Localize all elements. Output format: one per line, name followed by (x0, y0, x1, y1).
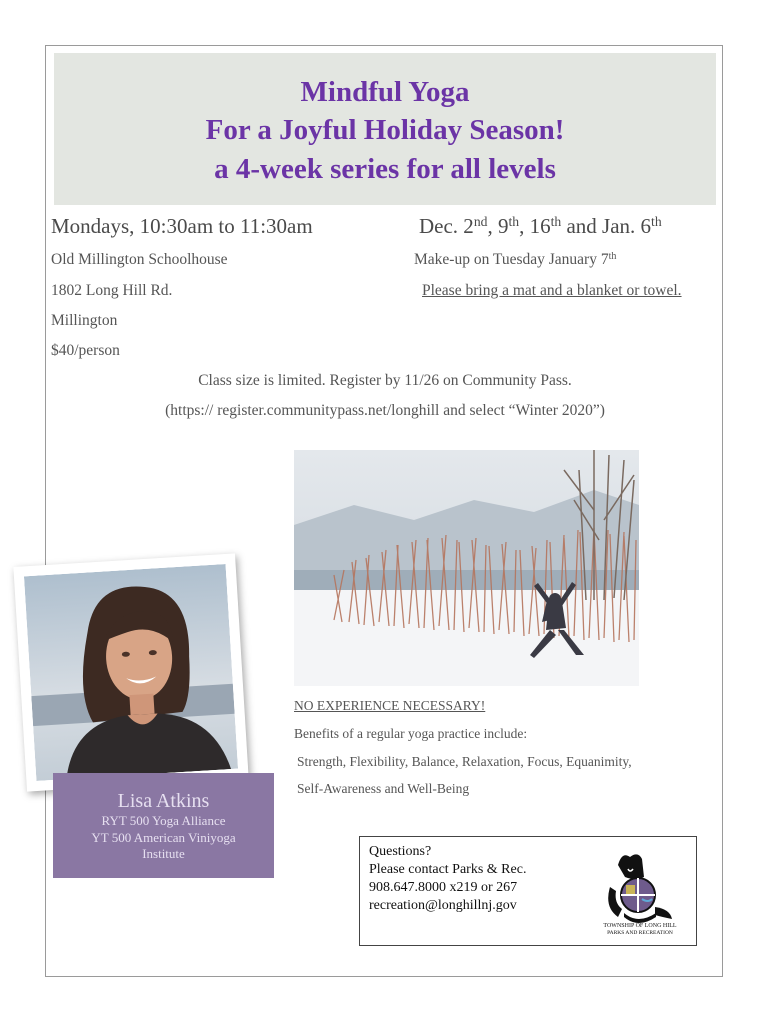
location-address: 1802 Long Hill Rd. (51, 282, 173, 299)
logo-text: TOWNSHIP OF LONG HILL (603, 923, 677, 929)
instructor-photo (24, 564, 238, 781)
price: $40/person (51, 342, 120, 359)
bring-note: Please bring a mat and a blanket or towel. (422, 282, 682, 299)
registration-note: Class size is limited. Register by 11/26 on Community Pass. (198, 372, 572, 389)
winter-yoga-photo (294, 450, 639, 686)
instructor-credential: Institute (142, 846, 185, 861)
instructor-name: Lisa Atkins (117, 790, 210, 812)
contact-heading: Questions? (369, 844, 432, 859)
logo-text: PARKS AND RECREATION (607, 930, 673, 936)
contact-phone: 908.647.8000 x219 or 267 (369, 880, 518, 895)
contact-text (369, 843, 526, 915)
page-subtitle: For a Joyful Holiday Season! (205, 114, 565, 146)
makeup-date: Make-up on Tuesday January 7th (414, 250, 617, 268)
contact-line: Please contact Parks & Rec. (369, 862, 527, 877)
instructor-photo-frame (13, 553, 248, 791)
benefits-list: Self-Awareness and Well-Being (297, 781, 470, 796)
instructor-card (53, 773, 274, 878)
benefits-list: Strength, Flexibility, Balance, Relaxation, Focus, Equanimity, (297, 754, 632, 769)
contact-box (359, 836, 697, 946)
class-dates: Dec. 2nd, 9th, 16th and Jan. 6th (419, 214, 662, 238)
page-title: Mindful Yoga (300, 76, 470, 108)
series-description: a 4-week series for all levels (214, 153, 556, 185)
township-logo (600, 847, 680, 937)
contact-email[interactable]: recreation@longhillnj.gov (369, 898, 517, 913)
no-experience-note: NO EXPERIENCE NECESSARY! (294, 698, 486, 713)
class-time: Mondays, 10:30am to 11:30am (51, 214, 313, 238)
registration-url: (https:// register.communitypass.net/longhill and select “Winter 2020”) (165, 402, 605, 419)
location-name: Old Millington Schoolhouse (51, 251, 228, 268)
instructor-credential: RYT 500 Yoga Alliance (101, 813, 226, 828)
location-town: Millington (51, 312, 118, 329)
benefits-intro: Benefits of a regular yoga practice include: (294, 726, 528, 741)
instructor-credential: YT 500 American Viniyoga (91, 829, 236, 845)
